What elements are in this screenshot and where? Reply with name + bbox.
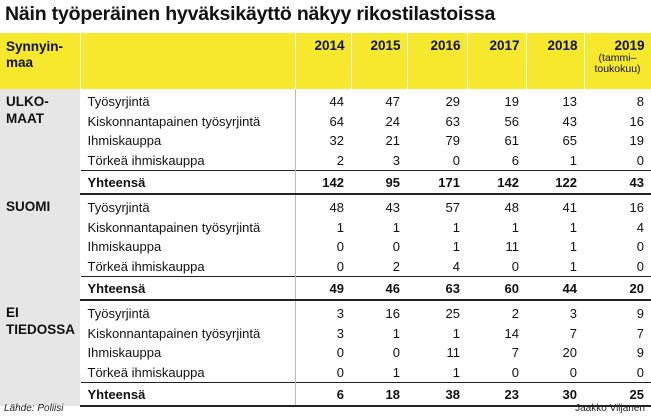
total-value-cell: 60	[467, 277, 526, 301]
category-label: Törkeä ihmiskauppa	[87, 364, 205, 380]
total-label: Yhteensä	[80, 383, 295, 407]
year-header-2017	[467, 33, 526, 89]
value-cell: 0	[511, 258, 519, 274]
category-label: Ihmiskauppa	[87, 239, 162, 255]
origin-label: SUOMI	[0, 194, 80, 300]
year-label: 2019	[614, 38, 645, 53]
value-cell: 0	[511, 364, 519, 380]
value-cell: 29	[445, 94, 460, 110]
value-cell: 0	[295, 257, 351, 277]
total-value-cell: 43	[584, 171, 651, 195]
total-value-cell: 30	[526, 383, 584, 407]
value-cell: 1	[392, 219, 400, 235]
value-cell: 1	[452, 219, 460, 235]
crime-statistics-table	[0, 33, 651, 407]
value-cell: 0	[392, 239, 400, 255]
total-value-cell: 44	[526, 277, 584, 301]
value-cell: 0	[295, 363, 351, 383]
value-cell: 2	[511, 306, 519, 322]
value-cell: 0	[295, 237, 351, 257]
value-cell: 1	[452, 239, 460, 255]
value-cell: 7	[636, 325, 644, 341]
group-section	[0, 300, 651, 406]
value-cell: 4	[452, 258, 460, 274]
origin-header-label: Synnyin- maa	[6, 39, 64, 70]
category-label: Työsyrjintä	[87, 200, 150, 216]
value-cell: 25	[445, 306, 460, 322]
value-cell: 13	[562, 94, 577, 110]
value-cell: 19	[504, 94, 519, 110]
value-cell: 1	[295, 218, 351, 238]
value-cell: 48	[504, 200, 519, 216]
year-label: 2015	[370, 38, 401, 53]
total-value-cell: 20	[584, 277, 651, 301]
chart-title: Näin työperäinen hyväksikäyttö näkyy rikostilastoissa	[5, 3, 496, 25]
value-cell: 21	[385, 133, 400, 149]
value-cell: 24	[385, 113, 400, 129]
value-cell: 57	[445, 200, 460, 216]
table-row	[0, 257, 651, 277]
value-cell: 43	[562, 113, 577, 129]
value-cell: 56	[504, 113, 519, 129]
year-header-2016	[407, 33, 467, 89]
value-cell: 1	[569, 258, 577, 274]
value-cell: 0	[636, 258, 644, 274]
value-cell: 1	[452, 364, 460, 380]
value-cell: 2	[295, 151, 351, 171]
value-cell: 16	[385, 306, 400, 322]
value-cell: 0	[569, 364, 577, 380]
total-value-cell: 122	[526, 171, 584, 195]
value-cell: 16	[629, 113, 644, 129]
total-value-cell: 6	[295, 383, 351, 407]
value-cell: 9	[636, 306, 644, 322]
value-cell: 9	[636, 345, 644, 361]
value-cell: 19	[629, 133, 644, 149]
category-label: Ihmiskauppa	[87, 133, 162, 149]
year-label: 2018	[547, 38, 578, 53]
total-label: Yhteensä	[80, 277, 295, 301]
value-cell: 7	[511, 345, 519, 361]
author-credit: Jaakko Viljanen	[575, 403, 645, 414]
group-section	[0, 89, 651, 194]
total-row	[0, 171, 651, 195]
value-cell: 1	[569, 239, 577, 255]
value-cell: 0	[452, 152, 460, 168]
table-row	[0, 89, 651, 112]
category-label: Kiskonnantapainen työsyrjintä	[87, 219, 261, 235]
value-cell: 43	[385, 200, 400, 216]
value-cell: 6	[511, 152, 519, 168]
value-cell: 3	[295, 324, 351, 344]
total-value-cell: 142	[467, 171, 526, 195]
value-cell: 14	[504, 325, 519, 341]
value-cell: 2	[392, 258, 400, 274]
total-value-cell: 18	[351, 383, 407, 407]
category-label: Työsyrjintä	[87, 94, 150, 110]
total-value-cell: 38	[407, 383, 467, 407]
value-cell: 0	[636, 239, 644, 255]
value-cell: 3	[392, 152, 400, 168]
value-cell: 44	[295, 89, 351, 112]
value-cell: 0	[636, 152, 644, 168]
total-value-cell: 49	[295, 277, 351, 301]
table-row	[0, 112, 651, 132]
value-cell: 8	[636, 94, 644, 110]
origin-label: ULKO- MAAT	[0, 89, 80, 194]
value-cell: 64	[295, 112, 351, 132]
year-label: 2017	[489, 38, 520, 53]
value-cell: 7	[569, 325, 577, 341]
year-header-2015	[351, 33, 407, 89]
value-cell: 61	[504, 133, 519, 149]
total-value-cell: 23	[467, 383, 526, 407]
total-row	[0, 277, 651, 301]
year-header-2019	[584, 33, 651, 89]
value-cell: 32	[295, 131, 351, 151]
table-row	[0, 151, 651, 171]
total-value-cell: 142	[295, 171, 351, 195]
year-header-2014	[295, 33, 351, 89]
year-label: 2016	[430, 38, 461, 53]
value-cell: 20	[562, 345, 577, 361]
table-row	[0, 194, 651, 218]
total-value-cell: 95	[351, 171, 407, 195]
table-row	[0, 131, 651, 151]
category-label: Ihmiskauppa	[87, 345, 162, 361]
origin-column-header	[0, 33, 80, 89]
origin-label: EI TIEDOSSA	[0, 300, 80, 406]
table-row	[0, 343, 651, 363]
total-value-cell: 46	[351, 277, 407, 301]
value-cell: 41	[562, 200, 577, 216]
total-value-cell: 171	[407, 171, 467, 195]
value-cell: 47	[385, 94, 400, 110]
category-label: Törkeä ihmiskauppa	[87, 258, 205, 274]
value-cell: 63	[445, 113, 460, 129]
table-row	[0, 237, 651, 257]
value-cell: 16	[629, 200, 644, 216]
value-cell: 0	[295, 343, 351, 363]
partial-year-note: (tammi– toukokuu)	[594, 52, 641, 75]
year-header-2018	[526, 33, 584, 89]
category-label: Työsyrjintä	[87, 306, 150, 322]
value-cell: 0	[636, 364, 644, 380]
table-row	[0, 218, 651, 238]
value-cell: 1	[569, 152, 577, 168]
value-cell: 65	[562, 133, 577, 149]
value-cell: 1	[511, 219, 519, 235]
table-row	[0, 324, 651, 344]
category-column-header	[80, 33, 295, 89]
value-cell: 11	[505, 239, 519, 255]
source-note: Lähde: Poliisi	[4, 403, 64, 414]
total-row	[0, 383, 651, 407]
value-cell: 1	[452, 325, 460, 341]
total-value-cell: 25	[584, 383, 651, 407]
value-cell: 1	[569, 219, 577, 235]
value-cell: 3	[569, 306, 577, 322]
value-cell: 3	[295, 300, 351, 324]
category-label: Kiskonnantapainen työsyrjintä	[87, 113, 261, 129]
value-cell: 4	[636, 219, 644, 235]
year-label: 2014	[314, 38, 345, 53]
category-label: Törkeä ihmiskauppa	[87, 152, 205, 168]
table-row	[0, 363, 651, 383]
header-row	[0, 33, 651, 89]
value-cell: 79	[445, 133, 460, 149]
group-section	[0, 194, 651, 300]
category-label: Kiskonnantapainen työsyrjintä	[87, 325, 261, 341]
value-cell: 1	[392, 364, 400, 380]
value-cell: 11	[446, 345, 460, 361]
table-row	[0, 300, 651, 324]
value-cell: 48	[295, 194, 351, 218]
total-label: Yhteensä	[80, 171, 295, 195]
value-cell: 0	[392, 345, 400, 361]
total-value-cell: 63	[407, 277, 467, 301]
value-cell: 1	[392, 325, 400, 341]
